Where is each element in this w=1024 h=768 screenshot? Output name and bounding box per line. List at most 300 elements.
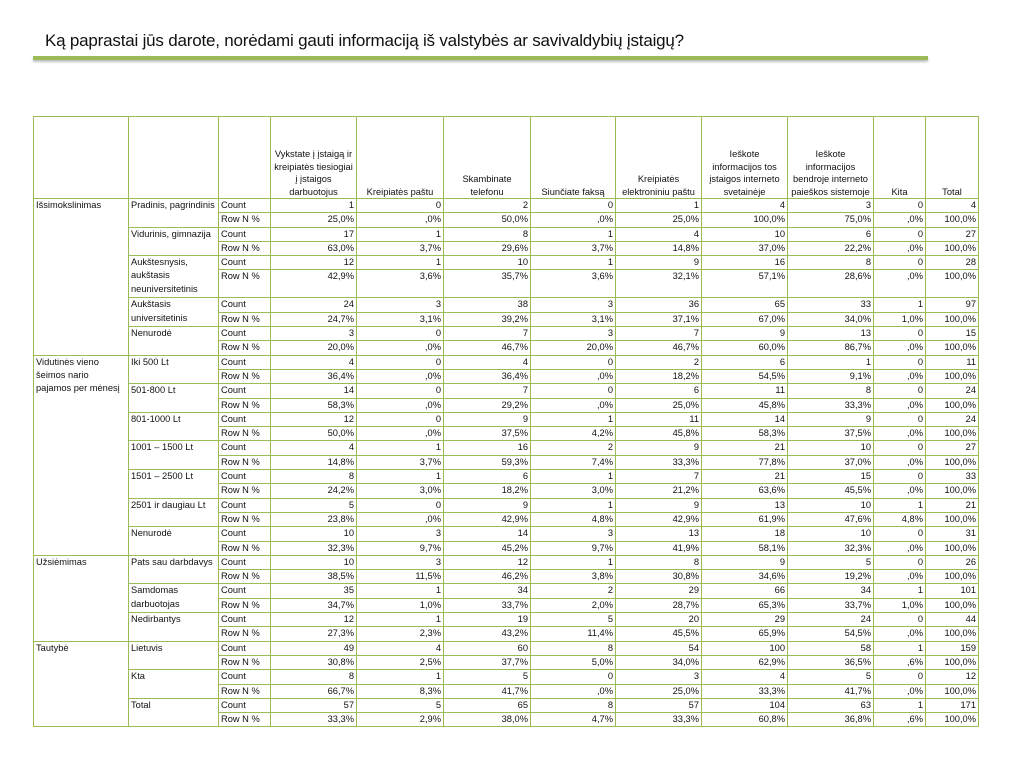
value-cell: 60,0% bbox=[702, 341, 788, 355]
value-cell: 3 bbox=[788, 199, 874, 213]
value-cell: ,0% bbox=[874, 455, 926, 469]
stat-label: Count bbox=[219, 441, 271, 455]
value-cell: 8 bbox=[788, 384, 874, 398]
table-row bbox=[34, 698, 979, 712]
value-cell: 65 bbox=[444, 698, 531, 712]
value-cell: 0 bbox=[874, 256, 926, 270]
value-cell: 27 bbox=[926, 441, 979, 455]
value-cell: 18 bbox=[702, 527, 788, 541]
column-header: Skambinate telefonu bbox=[444, 117, 531, 199]
value-cell: 9 bbox=[616, 498, 702, 512]
value-cell: 24 bbox=[788, 613, 874, 627]
value-cell: 9 bbox=[616, 256, 702, 270]
value-cell: 12 bbox=[271, 256, 357, 270]
value-cell: 38 bbox=[444, 298, 531, 312]
subgroup-label: Iki 500 Lt bbox=[129, 355, 219, 384]
value-cell: 13 bbox=[616, 527, 702, 541]
stat-label: Row N % bbox=[219, 455, 271, 469]
stat-label: Count bbox=[219, 584, 271, 598]
header-row bbox=[34, 117, 979, 199]
value-cell: 0 bbox=[357, 384, 444, 398]
subgroup-label: Aukštesnysis, aukštasis neuniversitetinis bbox=[129, 256, 219, 298]
value-cell: 24,7% bbox=[271, 312, 357, 326]
value-cell: 58,3% bbox=[271, 398, 357, 412]
value-cell: 0 bbox=[874, 441, 926, 455]
value-cell: 1 bbox=[357, 670, 444, 684]
value-cell: 41,9% bbox=[616, 541, 702, 555]
value-cell: 4 bbox=[702, 199, 788, 213]
value-cell: 58,3% bbox=[702, 427, 788, 441]
value-cell: 1 bbox=[357, 584, 444, 598]
value-cell: 100,0% bbox=[926, 541, 979, 555]
table-row bbox=[34, 327, 979, 341]
value-cell: 20,0% bbox=[271, 341, 357, 355]
value-cell: 10 bbox=[788, 527, 874, 541]
value-cell: ,0% bbox=[874, 427, 926, 441]
stat-label: Row N % bbox=[219, 341, 271, 355]
stat-label: Row N % bbox=[219, 570, 271, 584]
value-cell: 14,8% bbox=[616, 241, 702, 255]
value-cell: 97 bbox=[926, 298, 979, 312]
value-cell: ,0% bbox=[531, 369, 616, 383]
value-cell: 1,0% bbox=[357, 598, 444, 612]
value-cell: 171 bbox=[926, 698, 979, 712]
stat-label: Count bbox=[219, 412, 271, 426]
value-cell: 77,8% bbox=[702, 455, 788, 469]
value-cell: 10 bbox=[444, 256, 531, 270]
value-cell: 12 bbox=[926, 670, 979, 684]
value-cell: 3,1% bbox=[357, 312, 444, 326]
value-cell: 33 bbox=[788, 298, 874, 312]
value-cell: 3,0% bbox=[531, 484, 616, 498]
value-cell: 9 bbox=[616, 441, 702, 455]
value-cell: 4 bbox=[271, 441, 357, 455]
value-cell: 16 bbox=[702, 256, 788, 270]
value-cell: 66,7% bbox=[271, 684, 357, 698]
header-blank bbox=[219, 117, 271, 199]
value-cell: 3,7% bbox=[357, 241, 444, 255]
column-header: Kreipiatės elektroniniu paštu bbox=[616, 117, 702, 199]
value-cell: 36,8% bbox=[788, 713, 874, 727]
value-cell: 0 bbox=[874, 613, 926, 627]
stat-label: Count bbox=[219, 470, 271, 484]
stat-label: Row N % bbox=[219, 427, 271, 441]
value-cell: 100,0% bbox=[926, 713, 979, 727]
value-cell: 37,1% bbox=[616, 312, 702, 326]
value-cell: 1 bbox=[531, 227, 616, 241]
stat-label: Count bbox=[219, 355, 271, 369]
value-cell: 25,0% bbox=[616, 213, 702, 227]
subgroup-label: Pats sau darbdavys bbox=[129, 555, 219, 584]
header-blank bbox=[34, 117, 129, 199]
value-cell: 37,0% bbox=[788, 455, 874, 469]
subgroup-label: Lietuvis bbox=[129, 641, 219, 670]
value-cell: 1 bbox=[874, 584, 926, 598]
value-cell: 8 bbox=[531, 698, 616, 712]
value-cell: 32,1% bbox=[616, 270, 702, 298]
value-cell: 27 bbox=[926, 227, 979, 241]
value-cell: 6 bbox=[788, 227, 874, 241]
value-cell: 39,2% bbox=[444, 312, 531, 326]
value-cell: 33 bbox=[926, 470, 979, 484]
group-label: Užsiėmimas bbox=[34, 555, 129, 641]
column-header: Ieškote informacijos bendroje interneto paieškos sistemoje bbox=[788, 117, 874, 199]
subgroup-label: 2501 ir daugiau Lt bbox=[129, 498, 219, 527]
value-cell: 12 bbox=[444, 555, 531, 569]
value-cell: 29 bbox=[702, 613, 788, 627]
value-cell: ,0% bbox=[874, 541, 926, 555]
value-cell: ,0% bbox=[874, 213, 926, 227]
value-cell: ,0% bbox=[531, 398, 616, 412]
value-cell: 100,0% bbox=[926, 455, 979, 469]
value-cell: 3,7% bbox=[357, 455, 444, 469]
value-cell: 7 bbox=[616, 327, 702, 341]
value-cell: 6 bbox=[616, 384, 702, 398]
value-cell: 28 bbox=[926, 256, 979, 270]
value-cell: 0 bbox=[874, 412, 926, 426]
value-cell: 1,0% bbox=[874, 312, 926, 326]
value-cell: 24 bbox=[271, 298, 357, 312]
table-row bbox=[34, 470, 979, 484]
table-row bbox=[34, 227, 979, 241]
value-cell: 100,0% bbox=[926, 598, 979, 612]
stat-label: Row N % bbox=[219, 512, 271, 526]
value-cell: 29,2% bbox=[444, 398, 531, 412]
value-cell: 2,3% bbox=[357, 627, 444, 641]
value-cell: 0 bbox=[357, 199, 444, 213]
value-cell: 54,5% bbox=[702, 369, 788, 383]
stat-label: Row N % bbox=[219, 598, 271, 612]
value-cell: 0 bbox=[357, 355, 444, 369]
value-cell: 1 bbox=[788, 355, 874, 369]
value-cell: 4 bbox=[702, 670, 788, 684]
header-blank bbox=[129, 117, 219, 199]
value-cell: 38,5% bbox=[271, 570, 357, 584]
value-cell: 63,6% bbox=[702, 484, 788, 498]
group-label: Išsimokslinimas bbox=[34, 199, 129, 356]
value-cell: 4,8% bbox=[874, 512, 926, 526]
value-cell: 38,0% bbox=[444, 713, 531, 727]
value-cell: 33,3% bbox=[616, 713, 702, 727]
value-cell: 32,3% bbox=[271, 541, 357, 555]
value-cell: 1 bbox=[357, 256, 444, 270]
group-label: Vidutinės vieno šeimos nario pajamos per mėnesį bbox=[34, 355, 129, 555]
value-cell: 0 bbox=[874, 470, 926, 484]
value-cell: 4 bbox=[444, 355, 531, 369]
value-cell: 42,9% bbox=[616, 512, 702, 526]
table-row bbox=[34, 412, 979, 426]
value-cell: 60,8% bbox=[702, 713, 788, 727]
value-cell: 7 bbox=[616, 470, 702, 484]
table-row bbox=[34, 670, 979, 684]
value-cell: ,0% bbox=[357, 213, 444, 227]
value-cell: 2,0% bbox=[531, 598, 616, 612]
value-cell: 0 bbox=[357, 498, 444, 512]
value-cell: 60 bbox=[444, 641, 531, 655]
value-cell: 21,2% bbox=[616, 484, 702, 498]
value-cell: ,0% bbox=[357, 369, 444, 383]
value-cell: 5 bbox=[444, 670, 531, 684]
value-cell: 9 bbox=[444, 498, 531, 512]
value-cell: ,6% bbox=[874, 655, 926, 669]
value-cell: 63,0% bbox=[271, 241, 357, 255]
table-row bbox=[34, 613, 979, 627]
value-cell: 3 bbox=[357, 298, 444, 312]
value-cell: 2 bbox=[444, 199, 531, 213]
stat-label: Count bbox=[219, 641, 271, 655]
value-cell: ,0% bbox=[874, 484, 926, 498]
table-row bbox=[34, 555, 979, 569]
value-cell: 34,6% bbox=[702, 570, 788, 584]
subgroup-label: Kta bbox=[129, 670, 219, 699]
value-cell: 15 bbox=[926, 327, 979, 341]
value-cell: 45,2% bbox=[444, 541, 531, 555]
value-cell: 100,0% bbox=[926, 570, 979, 584]
value-cell: 30,8% bbox=[616, 570, 702, 584]
subgroup-label: 1501 – 2500 Lt bbox=[129, 470, 219, 499]
value-cell: 35 bbox=[271, 584, 357, 598]
value-cell: 3 bbox=[531, 298, 616, 312]
value-cell: 58,1% bbox=[702, 541, 788, 555]
value-cell: 45,5% bbox=[616, 627, 702, 641]
stat-label: Row N % bbox=[219, 655, 271, 669]
value-cell: 41,7% bbox=[444, 684, 531, 698]
value-cell: 9,1% bbox=[788, 369, 874, 383]
value-cell: 1,0% bbox=[874, 598, 926, 612]
stat-label: Row N % bbox=[219, 213, 271, 227]
stat-label: Row N % bbox=[219, 713, 271, 727]
value-cell: 1 bbox=[357, 227, 444, 241]
value-cell: 100,0% bbox=[926, 213, 979, 227]
value-cell: 49 bbox=[271, 641, 357, 655]
value-cell: 1 bbox=[531, 412, 616, 426]
value-cell: ,0% bbox=[874, 270, 926, 298]
value-cell: 2,5% bbox=[357, 655, 444, 669]
value-cell: 36,4% bbox=[444, 369, 531, 383]
value-cell: 0 bbox=[874, 355, 926, 369]
value-cell: ,0% bbox=[357, 512, 444, 526]
value-cell: 22,2% bbox=[788, 241, 874, 255]
stat-label: Count bbox=[219, 256, 271, 270]
value-cell: 100,0% bbox=[926, 512, 979, 526]
stat-label: Row N % bbox=[219, 684, 271, 698]
value-cell: 3,6% bbox=[357, 270, 444, 298]
value-cell: 100,0% bbox=[926, 484, 979, 498]
subgroup-label: Nenurodė bbox=[129, 527, 219, 556]
value-cell: 86,7% bbox=[788, 341, 874, 355]
value-cell: 34,0% bbox=[616, 655, 702, 669]
value-cell: 6 bbox=[702, 355, 788, 369]
value-cell: 20,0% bbox=[531, 341, 616, 355]
value-cell: 1 bbox=[531, 498, 616, 512]
value-cell: 5 bbox=[788, 670, 874, 684]
value-cell: 4 bbox=[616, 227, 702, 241]
value-cell: 41,7% bbox=[788, 684, 874, 698]
stat-label: Row N % bbox=[219, 312, 271, 326]
value-cell: 4,2% bbox=[531, 427, 616, 441]
stat-label: Row N % bbox=[219, 541, 271, 555]
subgroup-label: 501-800 Lt bbox=[129, 384, 219, 413]
value-cell: 61,9% bbox=[702, 512, 788, 526]
value-cell: 46,7% bbox=[444, 341, 531, 355]
value-cell: 11 bbox=[702, 384, 788, 398]
value-cell: 57 bbox=[616, 698, 702, 712]
value-cell: 32,3% bbox=[788, 541, 874, 555]
value-cell: 34 bbox=[444, 584, 531, 598]
value-cell: 33,3% bbox=[788, 398, 874, 412]
value-cell: 8 bbox=[444, 227, 531, 241]
value-cell: 14 bbox=[271, 384, 357, 398]
value-cell: 1 bbox=[357, 613, 444, 627]
value-cell: 101 bbox=[926, 584, 979, 598]
table-row bbox=[34, 298, 979, 312]
value-cell: 24 bbox=[926, 412, 979, 426]
value-cell: 46,2% bbox=[444, 570, 531, 584]
value-cell: 2 bbox=[616, 355, 702, 369]
value-cell: 34,7% bbox=[271, 598, 357, 612]
stat-label: Count bbox=[219, 555, 271, 569]
value-cell: 4 bbox=[926, 199, 979, 213]
stat-label: Count bbox=[219, 527, 271, 541]
stat-label: Count bbox=[219, 199, 271, 213]
table-row bbox=[34, 384, 979, 398]
value-cell: 100,0% bbox=[702, 213, 788, 227]
value-cell: 10 bbox=[788, 441, 874, 455]
value-cell: 13 bbox=[788, 327, 874, 341]
value-cell: 2,9% bbox=[357, 713, 444, 727]
value-cell: 1 bbox=[874, 298, 926, 312]
value-cell: 54 bbox=[616, 641, 702, 655]
column-header: Ieškote informacijos tos įstaigos interneto svetainėje bbox=[702, 117, 788, 199]
value-cell: 57,1% bbox=[702, 270, 788, 298]
slide-title: Ką paprastai jūs darote, norėdami gauti informaciją iš valstybės ar savivaldybių įstaigų? bbox=[45, 31, 684, 50]
value-cell: 9,7% bbox=[357, 541, 444, 555]
value-cell: 3,8% bbox=[531, 570, 616, 584]
column-header: Vykstate į įstaigą ir kreipiatės tiesiogiai į įstaigos darbuotojus bbox=[271, 117, 357, 199]
value-cell: ,0% bbox=[357, 341, 444, 355]
value-cell: 100 bbox=[702, 641, 788, 655]
value-cell: 159 bbox=[926, 641, 979, 655]
value-cell: 31 bbox=[926, 527, 979, 541]
table-row bbox=[34, 498, 979, 512]
value-cell: ,0% bbox=[874, 684, 926, 698]
title-underline bbox=[33, 56, 928, 60]
value-cell: 5 bbox=[357, 698, 444, 712]
subgroup-label: Pradinis, pagrindinis bbox=[129, 199, 219, 228]
value-cell: ,0% bbox=[874, 570, 926, 584]
value-cell: 29 bbox=[616, 584, 702, 598]
value-cell: 37,7% bbox=[444, 655, 531, 669]
value-cell: 8 bbox=[788, 256, 874, 270]
value-cell: 33,3% bbox=[702, 684, 788, 698]
value-cell: 21 bbox=[702, 470, 788, 484]
value-cell: 5 bbox=[531, 613, 616, 627]
value-cell: 0 bbox=[357, 327, 444, 341]
value-cell: 21 bbox=[702, 441, 788, 455]
value-cell: 0 bbox=[874, 670, 926, 684]
value-cell: 37,5% bbox=[788, 427, 874, 441]
value-cell: 3,6% bbox=[531, 270, 616, 298]
value-cell: 1 bbox=[874, 698, 926, 712]
value-cell: 13 bbox=[702, 498, 788, 512]
value-cell: 5 bbox=[271, 498, 357, 512]
value-cell: 3,7% bbox=[531, 241, 616, 255]
value-cell: 50,0% bbox=[271, 427, 357, 441]
value-cell: 8,3% bbox=[357, 684, 444, 698]
value-cell: 58 bbox=[788, 641, 874, 655]
column-header: Siunčiate faksą bbox=[531, 117, 616, 199]
value-cell: 42,9% bbox=[271, 270, 357, 298]
value-cell: 28,7% bbox=[616, 598, 702, 612]
value-cell: ,0% bbox=[874, 341, 926, 355]
column-header: Kita bbox=[874, 117, 926, 199]
value-cell: 33,7% bbox=[444, 598, 531, 612]
value-cell: 30,8% bbox=[271, 655, 357, 669]
value-cell: 11 bbox=[616, 412, 702, 426]
value-cell: 100,0% bbox=[926, 312, 979, 326]
value-cell: 1 bbox=[874, 498, 926, 512]
value-cell: 18,2% bbox=[616, 369, 702, 383]
table-row bbox=[34, 584, 979, 598]
value-cell: 7 bbox=[444, 327, 531, 341]
stat-label: Count bbox=[219, 498, 271, 512]
value-cell: 2 bbox=[531, 441, 616, 455]
value-cell: 3 bbox=[271, 327, 357, 341]
value-cell: 20 bbox=[616, 613, 702, 627]
value-cell: 14 bbox=[702, 412, 788, 426]
value-cell: 34 bbox=[788, 584, 874, 598]
value-cell: 35,7% bbox=[444, 270, 531, 298]
value-cell: 24 bbox=[926, 384, 979, 398]
value-cell: 19 bbox=[444, 613, 531, 627]
value-cell: 9,7% bbox=[531, 541, 616, 555]
value-cell: 3,1% bbox=[531, 312, 616, 326]
value-cell: 33,7% bbox=[788, 598, 874, 612]
value-cell: 8 bbox=[271, 670, 357, 684]
value-cell: 1 bbox=[616, 199, 702, 213]
stat-label: Row N % bbox=[219, 484, 271, 498]
value-cell: 23,8% bbox=[271, 512, 357, 526]
value-cell: 0 bbox=[531, 670, 616, 684]
value-cell: 3 bbox=[357, 555, 444, 569]
value-cell: 3,0% bbox=[357, 484, 444, 498]
value-cell: 100,0% bbox=[926, 398, 979, 412]
value-cell: 10 bbox=[788, 498, 874, 512]
value-cell: ,0% bbox=[531, 684, 616, 698]
value-cell: 0 bbox=[531, 355, 616, 369]
value-cell: 17 bbox=[271, 227, 357, 241]
value-cell: ,0% bbox=[874, 241, 926, 255]
table-row bbox=[34, 641, 979, 655]
stat-label: Count bbox=[219, 327, 271, 341]
value-cell: 21 bbox=[926, 498, 979, 512]
subgroup-label: Nedirbantys bbox=[129, 613, 219, 642]
value-cell: 62,9% bbox=[702, 655, 788, 669]
value-cell: 45,8% bbox=[616, 427, 702, 441]
value-cell: 100,0% bbox=[926, 684, 979, 698]
value-cell: 67,0% bbox=[702, 312, 788, 326]
value-cell: 54,5% bbox=[788, 627, 874, 641]
value-cell: 100,0% bbox=[926, 270, 979, 298]
value-cell: ,0% bbox=[357, 398, 444, 412]
value-cell: 24,2% bbox=[271, 484, 357, 498]
value-cell: 0 bbox=[874, 527, 926, 541]
value-cell: 29,6% bbox=[444, 241, 531, 255]
value-cell: 100,0% bbox=[926, 341, 979, 355]
value-cell: 3 bbox=[357, 527, 444, 541]
group-label: Tautybė bbox=[34, 641, 129, 727]
value-cell: 63 bbox=[788, 698, 874, 712]
